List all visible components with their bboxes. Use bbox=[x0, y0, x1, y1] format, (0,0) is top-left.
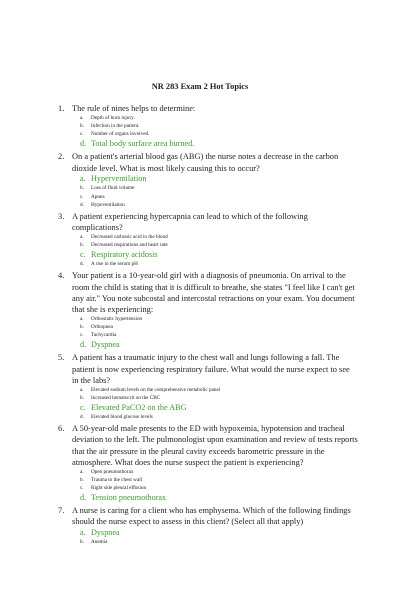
option-label: a. bbox=[80, 233, 84, 240]
answer-option-correct bbox=[80, 340, 358, 350]
answer-option bbox=[80, 485, 358, 493]
question-number: 2. bbox=[58, 152, 65, 162]
option-label: b. bbox=[80, 539, 84, 546]
option-text: Anemia bbox=[91, 539, 108, 546]
option-label: b. bbox=[80, 324, 84, 331]
option-label: a. bbox=[80, 386, 84, 393]
answer-option bbox=[80, 131, 358, 139]
option-text: A rise in the serum pH bbox=[91, 261, 138, 268]
option-text: Open pneumothorax bbox=[91, 468, 134, 475]
answer-option bbox=[80, 316, 358, 324]
option-label: d. bbox=[80, 493, 87, 503]
answer-option-correct bbox=[80, 139, 358, 149]
option-label: a. bbox=[80, 174, 86, 184]
question-item bbox=[58, 211, 358, 269]
option-label: a. bbox=[80, 528, 86, 538]
option-text: Decreased carbonic acid in the blood bbox=[91, 233, 168, 240]
answer-option bbox=[80, 194, 358, 202]
question-item bbox=[58, 505, 358, 547]
option-text: Increased hematocrit on the CBC bbox=[91, 394, 161, 401]
option-text: Number of organs involved. bbox=[91, 131, 150, 138]
question-number: 6. bbox=[58, 424, 65, 434]
option-text: Tension pneumothorax bbox=[91, 493, 167, 503]
option-text: Respiratory acidosis bbox=[91, 250, 158, 260]
option-text: Total body surface area burned. bbox=[91, 139, 195, 149]
option-label: a. bbox=[80, 468, 84, 475]
question-item bbox=[58, 423, 358, 503]
document-title: NR 283 Exam 2 Hot Topics bbox=[151, 82, 249, 91]
option-text: Dyspnea bbox=[91, 340, 120, 350]
option-text: Trauma to the chest wall bbox=[91, 476, 143, 483]
option-label: d. bbox=[80, 201, 84, 208]
answer-option bbox=[80, 539, 358, 547]
answer-option-correct bbox=[80, 493, 358, 503]
option-label: c. bbox=[80, 332, 84, 339]
option-label: b. bbox=[80, 122, 84, 129]
question-item bbox=[58, 270, 358, 350]
answer-option bbox=[80, 477, 358, 485]
option-label: d. bbox=[80, 340, 87, 350]
option-label: c. bbox=[80, 485, 84, 491]
option-label: a. bbox=[80, 114, 84, 121]
option-label: b. bbox=[80, 242, 84, 249]
answer-option bbox=[80, 387, 358, 395]
answer-option bbox=[80, 123, 358, 131]
option-label: b. bbox=[80, 394, 84, 401]
option-text: Elevated PaCO2 on the ABG bbox=[91, 403, 187, 413]
answer-option bbox=[80, 414, 358, 422]
answer-option-correct bbox=[80, 403, 358, 413]
answer-option bbox=[80, 202, 358, 210]
answer-option bbox=[80, 115, 358, 123]
option-label: c. bbox=[80, 131, 84, 138]
option-text: Loss of fluid volume bbox=[91, 185, 135, 192]
option-text: Orthopnea bbox=[91, 324, 113, 331]
option-label: a. bbox=[80, 315, 84, 322]
option-text: Depth of burn injury. bbox=[91, 114, 135, 121]
option-text: Decreased respirations and heart rate bbox=[91, 242, 168, 249]
option-text: Infection in the patient. bbox=[91, 122, 140, 129]
question-text: On a patient's arterial blood gas (ABG) the nurse notes a decrease in the carbon dioxide level. What is most likely causing this to occur? bbox=[72, 152, 339, 173]
option-label: d. bbox=[80, 261, 84, 268]
answer-option bbox=[80, 324, 358, 332]
answer-option bbox=[80, 234, 358, 242]
question-item bbox=[58, 151, 358, 209]
option-text: Dyspnea bbox=[91, 528, 120, 538]
question-text: Your patient is a 10-year-old girl with a diagnosis of pneumonia. On arrival to the room the child is stating that it is difficult to breathe, she states "I feel like I can't get any air." You note subcostal and intercostal retractions on your exam. You document that she is experiencing: bbox=[72, 271, 355, 315]
option-label: d. bbox=[80, 139, 87, 149]
option-label: c. bbox=[80, 403, 86, 413]
question-item bbox=[58, 103, 358, 150]
option-text: Right side pleural effusion bbox=[91, 485, 147, 491]
option-text: Orthostatic hypertension bbox=[91, 315, 143, 322]
question-number: 5. bbox=[58, 353, 65, 363]
option-label: c. bbox=[80, 250, 86, 260]
question-text: The rule of nines helps to determine: bbox=[72, 104, 196, 113]
answer-option bbox=[80, 185, 358, 193]
question-number: 3. bbox=[58, 211, 65, 221]
option-label: c. bbox=[80, 193, 84, 200]
question-list bbox=[58, 103, 358, 548]
answer-option bbox=[80, 469, 358, 477]
option-label: b. bbox=[80, 476, 84, 483]
question-text: A nurse is caring for a client who has emphysema. Which of the following findings should the nurse expect to assess in this client? (Select all that apply) bbox=[72, 506, 351, 527]
option-text: Elevated sodium levels on the comprehensive metabolic panel bbox=[91, 386, 221, 393]
option-text: Tachycardia bbox=[91, 332, 117, 339]
answer-option bbox=[80, 332, 358, 340]
answer-option bbox=[80, 242, 358, 250]
option-text: Hypoventilation bbox=[91, 201, 125, 208]
option-text: Hyperventilation bbox=[91, 174, 147, 184]
option-text: Elevated blood glucose levels bbox=[91, 414, 153, 421]
question-number: 1. bbox=[58, 104, 65, 113]
question-text: A patient experiencing hypercapnia can lead to which of the following complications? bbox=[72, 211, 308, 233]
option-text: Apnea bbox=[91, 193, 105, 200]
question-item bbox=[58, 352, 358, 421]
answer-option-correct bbox=[80, 250, 358, 260]
answer-option-correct bbox=[80, 528, 358, 538]
answer-option-correct bbox=[80, 174, 358, 184]
answer-option bbox=[80, 261, 358, 269]
question-number: 7. bbox=[58, 506, 65, 516]
question-text: A patient has a traumatic injury to the chest wall and lungs following a fall. The patient is now experiencing respiratory failure. What would the nurse expect to see in the labs? bbox=[72, 353, 350, 385]
question-text: A 50-year-old male presents to the ED with hypoxemia, hypotension and tracheal deviation to the left. The pulmonologist upon examination and review of tests reports that the air pressure in the pleural cavity exceeds barometric pressure in the atmosphere. What does the nurse suspect the patient is experiencing? bbox=[72, 424, 358, 467]
question-number: 4. bbox=[58, 271, 65, 281]
option-label: b. bbox=[80, 185, 84, 192]
option-label: d. bbox=[80, 414, 84, 421]
answer-option bbox=[80, 395, 358, 403]
